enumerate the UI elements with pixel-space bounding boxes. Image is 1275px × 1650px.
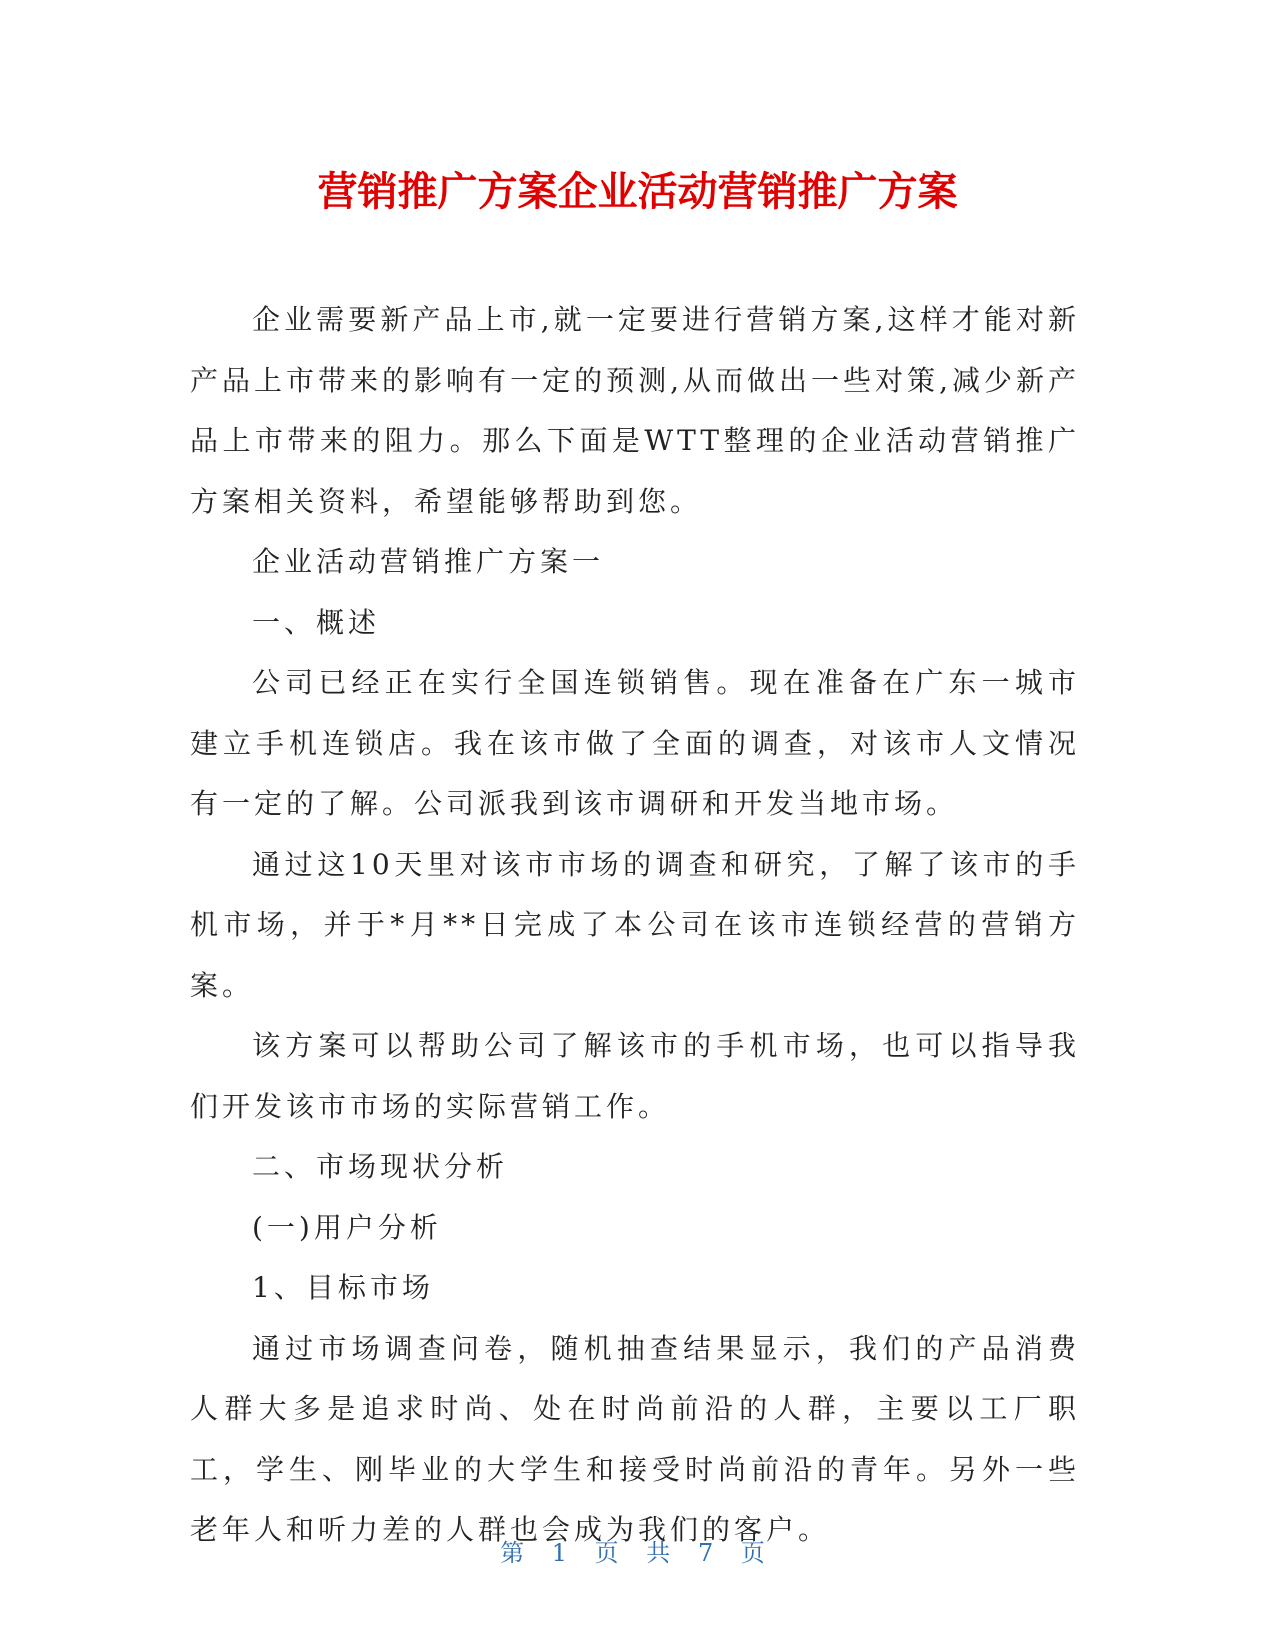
paragraph-overview-3: 该方案可以帮助公司了解该市的手机市场，也可以指导我们开发该市市场的实际营销工作。 bbox=[190, 1029, 1080, 1123]
page-footer: 第 1 页 共 7 页 bbox=[500, 1539, 775, 1567]
paragraph-heading-overview: 一、概述 bbox=[252, 605, 381, 639]
paragraph-target-market: 通过市场调查问卷，随机抽查结果显示，我们的产品消费人群大多是追求时尚、处在时尚前沿的人群，主要以工厂职工，学生、刚毕业的大学生和接受时尚前沿的青年。另外一些老年人和听力差的人群也会成为我们的客户。 bbox=[190, 1331, 1080, 1546]
paragraph-heading-user-analysis: (一)用户分析 bbox=[252, 1210, 442, 1244]
paragraph-overview-1: 公司已经正在实行全国连锁销售。现在准备在广东一城市建立手机连锁店。我在该市做了全面的调查，对该市人文情况有一定的了解。公司派我到该市调研和开发当地市场。 bbox=[190, 666, 1080, 820]
paragraph-overview-2: 通过这10天里对该市市场的调查和研究，了解了该市的手机市场，并于*月**日完成了本公司在该市连锁经营的营销方案。 bbox=[190, 847, 1080, 1002]
document-title: 营销推广方案企业活动营销推广方案 bbox=[317, 169, 958, 215]
paragraph-section-heading: 企业活动营销推广方案一 bbox=[252, 545, 605, 578]
paragraph-intro: 企业需要新产品上市,就一定要进行营销方案,这样才能对新产品上市带来的影响有一定的预测,从而做出一些对策,减少新产品上市带来的阻力。那么下面是WTT整理的企业活动营销推广方案相关资料，希望能够帮助到您。 bbox=[190, 303, 1080, 518]
paragraph-heading-market: 二、市场现状分析 bbox=[252, 1150, 509, 1183]
document-body bbox=[190, 290, 1080, 1561]
paragraph-heading-target-market: 1、目标市场 bbox=[252, 1271, 434, 1304]
